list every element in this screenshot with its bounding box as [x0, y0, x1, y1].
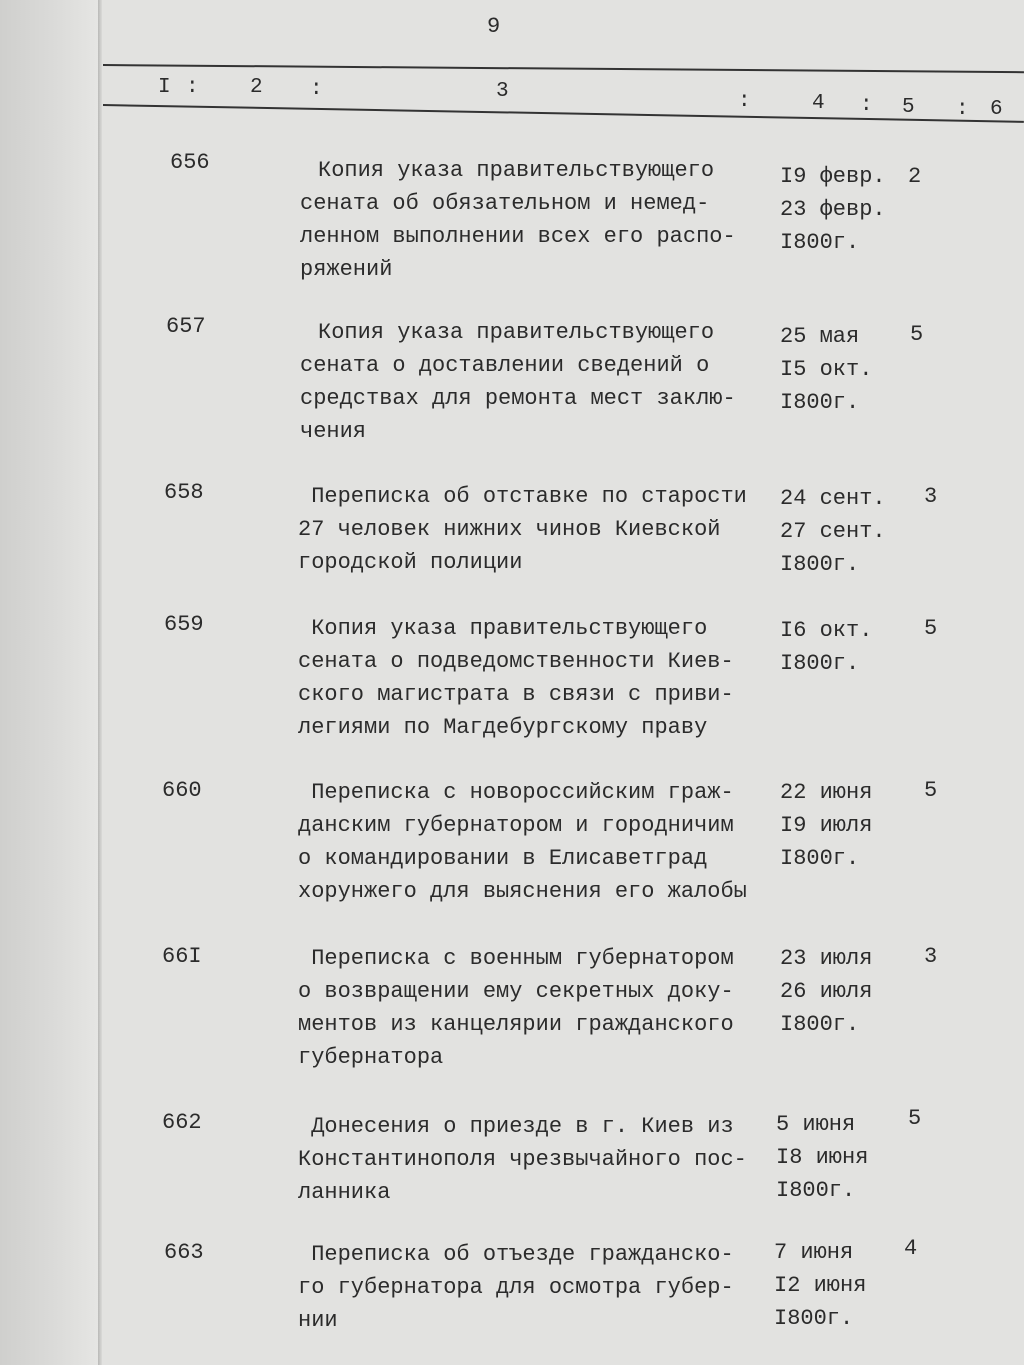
entry-dates [780, 482, 920, 581]
entry-sheet-count: 2 [908, 164, 922, 189]
entry-dates [780, 614, 920, 680]
description-line: губернатора [298, 1045, 444, 1070]
date-line: 25 мая [780, 324, 860, 349]
header-rule-bottom [103, 104, 1024, 123]
description-line: ментов из канцелярии гражданского [298, 1012, 734, 1037]
entry-description [300, 154, 780, 286]
description-line: Копия указа правительствующего [298, 616, 708, 641]
entry-number: 662 [162, 1110, 202, 1135]
header-col-5: 5 [902, 96, 917, 119]
entry-sheet-count: 4 [904, 1236, 918, 1261]
date-line: 24 сент. [780, 486, 886, 511]
date-line: I800г. [780, 1012, 860, 1037]
date-line: I800г. [780, 230, 860, 255]
header-col-4: 4 [812, 92, 827, 115]
description-line: го губернатора для осмотра губер- [298, 1275, 734, 1300]
date-line: I9 июля [780, 813, 873, 838]
entry-dates [780, 942, 920, 1041]
entry-description [300, 316, 780, 448]
entry-number: 660 [162, 778, 202, 803]
description-line: Константинополя чрезвычайного пос- [298, 1147, 747, 1172]
entry-sheet-count: 3 [924, 484, 938, 509]
description-line: хорунжего для выяснения его жалобы [298, 879, 747, 904]
entry-dates [780, 320, 920, 419]
date-line: I5 окт. [780, 357, 873, 382]
date-line: 7 июня [774, 1240, 854, 1265]
date-line: 22 июня [780, 780, 873, 805]
header-col-2: 2 [250, 76, 265, 99]
description-line: сената об обязательном и немед- [300, 191, 710, 216]
description-line: Донесения о приезде в г. Киев из [298, 1114, 734, 1139]
header-col-3: 3 [496, 80, 511, 103]
entry-description [298, 612, 778, 744]
header-separator: : [186, 76, 201, 99]
date-line: 27 сент. [780, 519, 886, 544]
entry-number: 656 [170, 150, 210, 175]
entry-sheet-count: 3 [924, 944, 938, 969]
date-line: I800г. [774, 1306, 854, 1331]
entry-description [298, 1238, 778, 1337]
description-line: городской полиции [298, 550, 523, 575]
entry-dates [774, 1236, 914, 1335]
description-line: чения [300, 419, 367, 444]
header-col-6: 6 [990, 98, 1005, 121]
description-line: средствах для ремонта мест заклю- [300, 386, 736, 411]
header-rule-top [103, 64, 1024, 73]
date-line: I9 февр. [780, 164, 886, 189]
entry-number: 66I [162, 944, 202, 969]
description-line: сената о подведомственности Киев- [298, 649, 734, 674]
description-line: Переписка с новороссийским граж- [298, 780, 734, 805]
entry-sheet-count: 5 [924, 616, 938, 641]
binding-edge [98, 0, 102, 1365]
description-line: Копия указа правительствующего [318, 320, 715, 345]
description-line: ленном выполнении всех его распо- [300, 224, 736, 249]
date-line: I800г. [780, 552, 860, 577]
header-col-1: I [158, 76, 173, 99]
date-line: I800г. [780, 390, 860, 415]
header-separator: : [310, 78, 325, 101]
entry-number: 663 [164, 1240, 204, 1265]
date-line: I800г. [780, 651, 860, 676]
description-line: о возвращении ему секретных доку- [298, 979, 734, 1004]
description-line: Переписка с военным губернатором [298, 946, 734, 971]
description-line: ланника [298, 1180, 391, 1205]
date-line: 5 июня [776, 1112, 856, 1137]
entry-dates [780, 776, 920, 875]
date-line: I6 окт. [780, 618, 873, 643]
entry-number: 659 [164, 612, 204, 637]
header-separator: : [860, 94, 875, 117]
entry-number: 657 [166, 314, 206, 339]
description-line: легиями по Магдебургскому праву [298, 715, 708, 740]
entry-description [298, 480, 778, 579]
date-line: I800г. [780, 846, 860, 871]
date-line: I800г. [776, 1178, 856, 1203]
header-separator: : [956, 98, 971, 121]
description-line: о командировании в Елисаветград [298, 846, 708, 871]
page-number: 9 [487, 14, 501, 39]
date-line: 26 июля [780, 979, 873, 1004]
entry-description [298, 942, 778, 1074]
description-line: 27 человек нижних чинов Киевской [298, 517, 721, 542]
description-line: данским губернатором и городничим [298, 813, 734, 838]
entry-description [298, 1110, 778, 1209]
entry-sheet-count: 5 [910, 322, 924, 347]
description-line: сената о доставлении сведений о [300, 353, 710, 378]
entry-dates [780, 160, 920, 259]
entry-sheet-count: 5 [908, 1106, 922, 1131]
description-line: Копия указа правительствующего [318, 158, 715, 183]
book-binding-shadow [0, 0, 100, 1365]
header-separator: : [738, 90, 753, 113]
description-line: нии [298, 1308, 338, 1333]
entry-dates [776, 1108, 916, 1207]
description-line: Переписка об отъезде гражданско- [298, 1242, 734, 1267]
date-line: 23 февр. [780, 197, 886, 222]
entry-number: 658 [164, 480, 204, 505]
entry-sheet-count: 5 [924, 778, 938, 803]
date-line: 23 июля [780, 946, 873, 971]
entry-description [298, 776, 778, 908]
description-line: Переписка об отставке по старости [298, 484, 747, 509]
date-line: I2 июня [774, 1273, 867, 1298]
description-line: ряжений [300, 257, 393, 282]
description-line: ского магистрата в связи с приви- [298, 682, 734, 707]
date-line: I8 июня [776, 1145, 869, 1170]
